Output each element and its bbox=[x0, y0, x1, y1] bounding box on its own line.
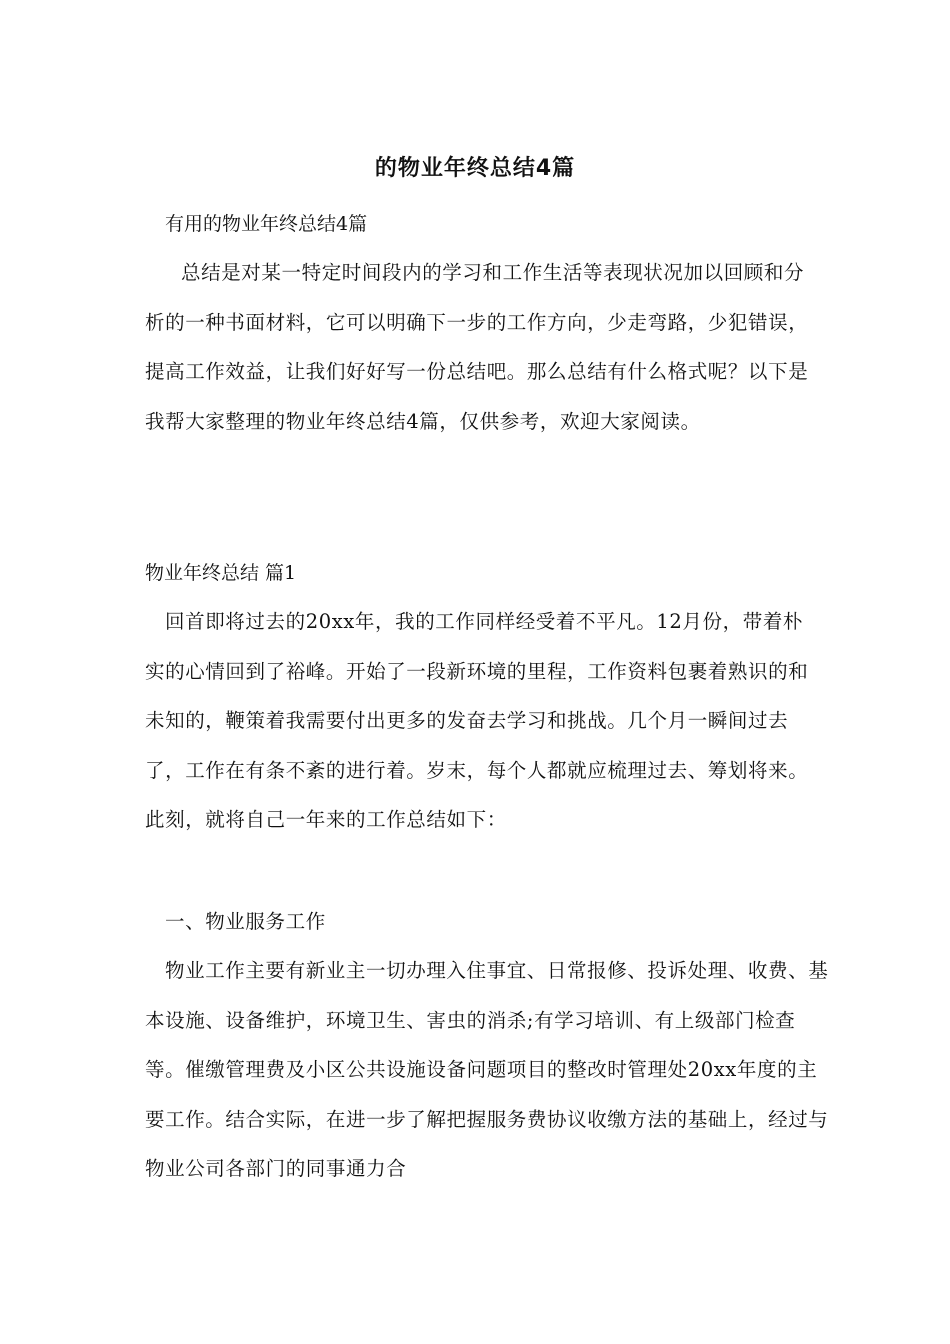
subsection-heading: 一、物业服务工作 bbox=[165, 910, 326, 933]
section-paragraph-2: 物业工作主要有新业主一切办理入住事宜、日常报修、投诉处理、收费、基本设施、设备维护，环境卫生、害虫的消杀;有学习培训、有上级部门检查等。催缴管理费及小区公共设施设备问题项目的整改时管理处20xx年度的主要工作。结合实际，在进一步了解把握服务费协议收缴方法的基础上，经过与物业公司各部门的同事通力合 bbox=[145, 959, 829, 1180]
document-title: 的物业年终总结4篇 bbox=[374, 156, 576, 181]
intro-paragraph: 总结是对某一特定时间段内的学习和工作生活等表现状况加以回顾和分析的一种书面材料，它可以明确下一步的工作方向，少走弯路，少犯错误，提高工作效益，让我们好好写一份总结吧。那么总结有什么格式呢？以下是我帮大家整理的物业年终总结4篇，仅供参考，欢迎大家阅读。 bbox=[145, 261, 809, 433]
section-heading: 物业年终总结 篇1 bbox=[145, 562, 297, 584]
section-paragraph-1: 回首即将过去的20xx年，我的工作同样经受着不平凡。12月份，带着朴实的心情回到了裕峰。开始了一段新环境的里程，工作资料包裹着熟识的和未知的，鞭策着我需要付出更多的发奋去学习和挑战。几个月一瞬间过去了，工作在有条不紊的进行着。岁末，每个人都就应梳理过去、筹划将来。此刻，就将自己一年来的工作总结如下： bbox=[145, 610, 809, 831]
document-subtitle: 有用的物业年终总结4篇 bbox=[165, 213, 368, 235]
